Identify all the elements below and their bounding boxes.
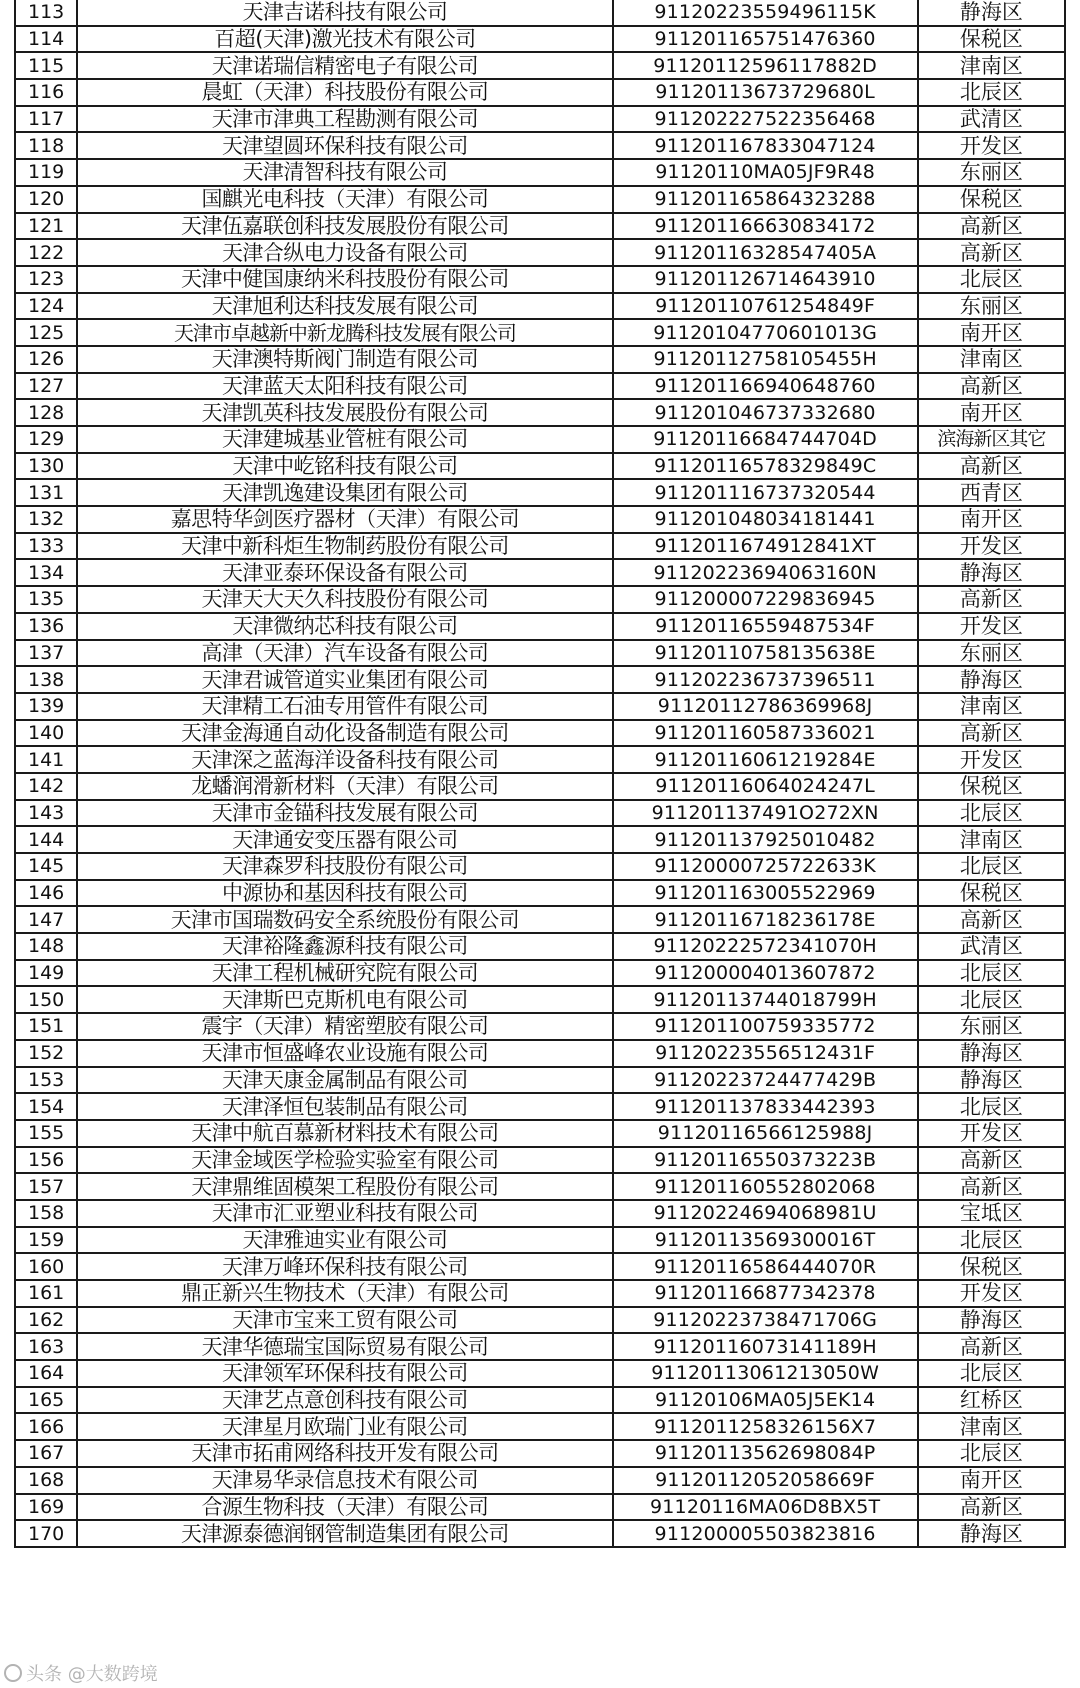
credit-code-cell: 91120116073141189H (613, 1333, 918, 1360)
credit-code-cell: 911200004013607872 (613, 960, 918, 987)
company-name-cell: 百超(天津)激光技术有限公司 (77, 26, 612, 53)
row-number-cell: 155 (15, 1120, 77, 1147)
company-name-cell: 天津星月欧瑞门业有限公司 (77, 1413, 612, 1440)
district-cell: 滨海新区其它 (918, 426, 1065, 453)
row-number-cell: 135 (15, 586, 77, 613)
company-name-cell: 天津诺瑞信精密电子有限公司 (77, 52, 612, 79)
district-cell: 高新区 (918, 1494, 1065, 1521)
district-cell: 北辰区 (918, 79, 1065, 106)
credit-code-cell: 911201046737332680 (613, 399, 918, 426)
table-row (15, 1467, 1065, 1494)
table-row (15, 1520, 1065, 1547)
credit-code-cell: 91120112596117882D (613, 52, 918, 79)
row-number-cell: 168 (15, 1467, 77, 1494)
company-name-cell: 天津合纵电力设备有限公司 (77, 239, 612, 266)
table-row (15, 1333, 1065, 1360)
company-name-cell: 中源协和基因科技有限公司 (77, 880, 612, 907)
district-cell: 宝坻区 (918, 1200, 1065, 1227)
company-name-cell: 天津旭利达科技发展有限公司 (77, 293, 612, 320)
row-number-cell: 141 (15, 746, 77, 773)
row-number-cell: 134 (15, 559, 77, 586)
district-cell: 北辰区 (918, 853, 1065, 880)
company-name-cell: 天津君诚管道实业集团有限公司 (77, 666, 612, 693)
company-name-cell: 天津中航百慕新材料技术有限公司 (77, 1120, 612, 1147)
credit-code-cell: 91120112786369968J (613, 693, 918, 720)
company-name-cell: 天津望圆环保科技有限公司 (77, 132, 612, 159)
table-row (15, 399, 1065, 426)
table-row (15, 960, 1065, 987)
table-row (15, 1413, 1065, 1440)
row-number-cell: 138 (15, 666, 77, 693)
watermark-text: 头条 @大数跨境 (26, 1664, 158, 1685)
district-cell: 开发区 (918, 1120, 1065, 1147)
table-row (15, 1440, 1065, 1467)
district-cell: 保税区 (918, 773, 1065, 800)
row-number-cell: 170 (15, 1520, 77, 1547)
row-number-cell: 124 (15, 293, 77, 320)
table-row (15, 479, 1065, 506)
company-name-cell: 天津市宝来工贸有限公司 (77, 1307, 612, 1334)
district-cell: 高新区 (918, 1147, 1065, 1174)
company-name-cell: 天津通安变压器有限公司 (77, 826, 612, 853)
credit-code-cell: 91120116578329849C (613, 453, 918, 480)
row-number-cell: 122 (15, 239, 77, 266)
table-row (15, 159, 1065, 186)
district-cell: 南开区 (918, 1467, 1065, 1494)
table-row (15, 213, 1065, 240)
credit-code-cell: 911201126714643910 (613, 266, 918, 293)
company-name-cell: 震宇（天津）精密塑胶有限公司 (77, 1013, 612, 1040)
row-number-cell: 158 (15, 1200, 77, 1227)
table-row (15, 826, 1065, 853)
row-number-cell: 143 (15, 800, 77, 827)
table-row (15, 1360, 1065, 1387)
district-cell: 开发区 (918, 613, 1065, 640)
credit-code-cell: 91120000725722633K (613, 853, 918, 880)
row-number-cell: 151 (15, 1013, 77, 1040)
credit-code-cell: 911201137491O272XN (613, 800, 918, 827)
credit-code-cell: 91120223724477429B (613, 1067, 918, 1094)
company-name-cell: 天津华德瑞宝国际贸易有限公司 (77, 1333, 612, 1360)
credit-code-cell: 911202227522356468 (613, 106, 918, 133)
company-name-cell: 天津工程机械研究院有限公司 (77, 960, 612, 987)
credit-code-cell: 91120113061213050W (613, 1360, 918, 1387)
table-row (15, 1280, 1065, 1307)
district-cell: 南开区 (918, 399, 1065, 426)
credit-code-cell: 911201116737320544 (613, 479, 918, 506)
row-number-cell: 162 (15, 1307, 77, 1334)
district-cell: 开发区 (918, 1280, 1065, 1307)
company-name-cell: 天津市恒盛峰农业设施有限公司 (77, 1040, 612, 1067)
company-name-cell: 天津泽恒包装制品有限公司 (77, 1093, 612, 1120)
table-row (15, 693, 1065, 720)
company-name-cell: 天津市拓甫网络科技开发有限公司 (77, 1440, 612, 1467)
district-cell: 津南区 (918, 826, 1065, 853)
table-row (15, 853, 1065, 880)
district-cell: 北辰区 (918, 986, 1065, 1013)
row-number-cell: 142 (15, 773, 77, 800)
credit-code-cell: 91120104770601013G (613, 319, 918, 346)
credit-code-cell: 911201165751476360 (613, 26, 918, 53)
company-name-cell: 天津市金锚科技发展有限公司 (77, 800, 612, 827)
district-cell: 东丽区 (918, 1013, 1065, 1040)
row-number-cell: 117 (15, 106, 77, 133)
table-row (15, 1200, 1065, 1227)
table-row (15, 746, 1065, 773)
credit-code-cell: 91120113562698084P (613, 1440, 918, 1467)
credit-code-cell: 911201137833442393 (613, 1093, 918, 1120)
row-number-cell: 132 (15, 506, 77, 533)
table-row (15, 613, 1065, 640)
row-number-cell: 140 (15, 720, 77, 747)
row-number-cell: 164 (15, 1360, 77, 1387)
district-cell: 武清区 (918, 106, 1065, 133)
district-cell: 开发区 (918, 533, 1065, 560)
credit-code-cell: 911202236737396511 (613, 666, 918, 693)
credit-code-cell: 91120116718236178E (613, 906, 918, 933)
credit-code-cell: 91120113673729680L (613, 79, 918, 106)
company-name-cell: 天津易华录信息技术有限公司 (77, 1467, 612, 1494)
watermark-logo-icon (4, 1664, 22, 1682)
table-row (15, 186, 1065, 213)
table-row (15, 1173, 1065, 1200)
row-number-cell: 123 (15, 266, 77, 293)
district-cell: 高新区 (918, 586, 1065, 613)
credit-code-cell: 91120110758135638E (613, 640, 918, 667)
table-row (15, 1013, 1065, 1040)
row-number-cell: 157 (15, 1173, 77, 1200)
district-cell: 津南区 (918, 346, 1065, 373)
company-name-cell: 天津亚泰环保设备有限公司 (77, 559, 612, 586)
row-number-cell: 118 (15, 132, 77, 159)
company-name-cell: 天津天大天久科技股份有限公司 (77, 586, 612, 613)
district-cell: 津南区 (918, 1413, 1065, 1440)
row-number-cell: 133 (15, 533, 77, 560)
row-number-cell: 144 (15, 826, 77, 853)
credit-code-cell: 9112011258326156X7 (613, 1413, 918, 1440)
district-cell: 静海区 (918, 1307, 1065, 1334)
district-cell: 高新区 (918, 239, 1065, 266)
district-cell: 武清区 (918, 933, 1065, 960)
company-name-cell: 天津市津典工程勘测有限公司 (77, 106, 612, 133)
credit-code-cell: 91120116MA06D8BX5T (613, 1494, 918, 1521)
credit-code-cell: 91120223556512431F (613, 1040, 918, 1067)
district-cell: 高新区 (918, 720, 1065, 747)
row-number-cell: 148 (15, 933, 77, 960)
table-row (15, 1067, 1065, 1094)
credit-code-cell: 91120222572341070H (613, 933, 918, 960)
company-name-cell: 天津微纳芯科技有限公司 (77, 613, 612, 640)
company-name-cell: 龙蟠润滑新材料（天津）有限公司 (77, 773, 612, 800)
credit-code-cell: 911201048034181441 (613, 506, 918, 533)
table-row (15, 1307, 1065, 1334)
district-cell: 静海区 (918, 0, 1065, 26)
district-cell: 红桥区 (918, 1387, 1065, 1414)
table-row (15, 346, 1065, 373)
district-cell: 高新区 (918, 373, 1065, 400)
company-name-cell: 天津精工石油专用管件有限公司 (77, 693, 612, 720)
credit-code-cell: 91120116559487534F (613, 613, 918, 640)
row-number-cell: 167 (15, 1440, 77, 1467)
row-number-cell: 137 (15, 640, 77, 667)
credit-code-cell: 911201160552802068 (613, 1173, 918, 1200)
credit-code-cell: 91120116550373223B (613, 1147, 918, 1174)
row-number-cell: 125 (15, 319, 77, 346)
row-number-cell: 145 (15, 853, 77, 880)
row-number-cell: 130 (15, 453, 77, 480)
row-number-cell: 153 (15, 1067, 77, 1094)
company-name-cell: 鼎正新兴生物技术（天津）有限公司 (77, 1280, 612, 1307)
table-row (15, 106, 1065, 133)
credit-code-cell: 911200005503823816 (613, 1520, 918, 1547)
table-row (15, 800, 1065, 827)
table-row (15, 1227, 1065, 1254)
company-name-cell: 天津金域医学检验实验室有限公司 (77, 1147, 612, 1174)
row-number-cell: 126 (15, 346, 77, 373)
district-cell: 保税区 (918, 186, 1065, 213)
district-cell: 保税区 (918, 26, 1065, 53)
row-number-cell: 166 (15, 1413, 77, 1440)
district-cell: 静海区 (918, 1067, 1065, 1094)
row-number-cell: 163 (15, 1333, 77, 1360)
table-row (15, 132, 1065, 159)
company-name-cell: 天津万峰环保科技有限公司 (77, 1253, 612, 1280)
credit-code-cell: 91120223559496115K (613, 0, 918, 26)
district-cell: 静海区 (918, 666, 1065, 693)
table-row (15, 1147, 1065, 1174)
district-cell: 高新区 (918, 213, 1065, 240)
credit-code-cell: 9112011674912841XT (613, 533, 918, 560)
company-name-cell: 合源生物科技（天津）有限公司 (77, 1494, 612, 1521)
district-cell: 东丽区 (918, 159, 1065, 186)
credit-code-cell: 91120116328547405A (613, 239, 918, 266)
company-name-cell: 天津鼎维固模架工程股份有限公司 (77, 1173, 612, 1200)
row-number-cell: 113 (15, 0, 77, 26)
table-row (15, 319, 1065, 346)
table-row (15, 52, 1065, 79)
company-name-cell: 晨虹（天津）科技股份有限公司 (77, 79, 612, 106)
company-name-cell: 天津凯逸建设集团有限公司 (77, 479, 612, 506)
row-number-cell: 156 (15, 1147, 77, 1174)
row-number-cell: 147 (15, 906, 77, 933)
company-name-cell: 天津伍嘉联创科技发展股份有限公司 (77, 213, 612, 240)
district-cell: 高新区 (918, 1333, 1065, 1360)
credit-code-cell: 91120223738471706G (613, 1307, 918, 1334)
row-number-cell: 161 (15, 1280, 77, 1307)
district-cell: 北辰区 (918, 960, 1065, 987)
credit-code-cell: 91120110MA05JF9R48 (613, 159, 918, 186)
company-name-cell: 天津艺点意创科技有限公司 (77, 1387, 612, 1414)
credit-code-cell: 91120112052058669F (613, 1467, 918, 1494)
company-name-cell: 天津清智科技有限公司 (77, 159, 612, 186)
company-name-cell: 天津天康金属制品有限公司 (77, 1067, 612, 1094)
table-row (15, 1093, 1065, 1120)
credit-code-cell: 911201137925010482 (613, 826, 918, 853)
credit-code-cell: 91120113744018799H (613, 986, 918, 1013)
company-name-cell: 嘉思特华剑医疗器材（天津）有限公司 (77, 506, 612, 533)
district-cell: 西青区 (918, 479, 1065, 506)
credit-code-cell: 91120116061219284E (613, 746, 918, 773)
table-row (15, 0, 1065, 26)
district-cell: 南开区 (918, 506, 1065, 533)
row-number-cell: 160 (15, 1253, 77, 1280)
district-cell: 静海区 (918, 1520, 1065, 1547)
table-row (15, 559, 1065, 586)
table-row (15, 1040, 1065, 1067)
table-row (15, 1387, 1065, 1414)
company-name-cell: 天津斯巴克斯机电有限公司 (77, 986, 612, 1013)
company-name-cell: 天津深之蓝海洋设备科技有限公司 (77, 746, 612, 773)
row-number-cell: 165 (15, 1387, 77, 1414)
district-cell: 高新区 (918, 906, 1065, 933)
table-row (15, 506, 1065, 533)
table-row (15, 773, 1065, 800)
credit-code-cell: 911201167833047124 (613, 132, 918, 159)
credit-code-cell: 91120116586444070R (613, 1253, 918, 1280)
credit-code-cell: 911201166940648760 (613, 373, 918, 400)
row-number-cell: 121 (15, 213, 77, 240)
table-row (15, 933, 1065, 960)
row-number-cell: 152 (15, 1040, 77, 1067)
district-cell: 东丽区 (918, 293, 1065, 320)
company-name-cell: 天津蓝天太阳科技有限公司 (77, 373, 612, 400)
district-cell: 东丽区 (918, 640, 1065, 667)
district-cell: 开发区 (918, 746, 1065, 773)
credit-code-cell: 911201100759335772 (613, 1013, 918, 1040)
company-name-cell: 国麒光电科技（天津）有限公司 (77, 186, 612, 213)
company-name-cell: 天津中新科炬生物制药股份有限公司 (77, 533, 612, 560)
credit-code-cell: 91120113569300016T (613, 1227, 918, 1254)
company-name-cell: 天津雅迪实业有限公司 (77, 1227, 612, 1254)
table-row (15, 266, 1065, 293)
company-name-cell: 天津中屹铭科技有限公司 (77, 453, 612, 480)
row-number-cell: 127 (15, 373, 77, 400)
table-row (15, 373, 1065, 400)
row-number-cell: 149 (15, 960, 77, 987)
table-row (15, 720, 1065, 747)
company-name-cell: 天津市卓越新中新龙腾科技发展有限公司 (77, 319, 612, 346)
row-number-cell: 129 (15, 426, 77, 453)
credit-code-cell: 911201165864323288 (613, 186, 918, 213)
district-cell: 静海区 (918, 559, 1065, 586)
district-cell: 北辰区 (918, 800, 1065, 827)
company-name-cell: 天津源泰德润钢管制造集团有限公司 (77, 1520, 612, 1547)
company-name-cell: 天津吉诺科技有限公司 (77, 0, 612, 26)
table-row (15, 426, 1065, 453)
table-row (15, 26, 1065, 53)
table-row (15, 453, 1065, 480)
row-number-cell: 154 (15, 1093, 77, 1120)
district-cell: 北辰区 (918, 266, 1065, 293)
credit-code-cell: 91120224694068981U (613, 1200, 918, 1227)
credit-code-cell: 91120116684744704D (613, 426, 918, 453)
credit-code-cell: 91120110761254849F (613, 293, 918, 320)
district-cell: 保税区 (918, 1253, 1065, 1280)
company-name-cell: 天津森罗科技股份有限公司 (77, 853, 612, 880)
row-number-cell: 146 (15, 880, 77, 907)
table-row (15, 640, 1065, 667)
district-cell: 北辰区 (918, 1440, 1065, 1467)
row-number-cell: 115 (15, 52, 77, 79)
company-name-cell: 天津澳特斯阀门制造有限公司 (77, 346, 612, 373)
company-name-cell: 天津市国瑞数码安全系统股份有限公司 (77, 906, 612, 933)
credit-code-cell: 911200007229836945 (613, 586, 918, 613)
district-cell: 北辰区 (918, 1227, 1065, 1254)
district-cell: 高新区 (918, 453, 1065, 480)
district-cell: 开发区 (918, 132, 1065, 159)
watermark (4, 1660, 158, 1686)
credit-code-cell: 911201166630834172 (613, 213, 918, 240)
company-name-cell: 天津领军环保科技有限公司 (77, 1360, 612, 1387)
district-cell: 南开区 (918, 319, 1065, 346)
table-row (15, 533, 1065, 560)
table-row (15, 880, 1065, 907)
row-number-cell: 116 (15, 79, 77, 106)
table-row (15, 1120, 1065, 1147)
credit-code-cell: 91120116566125988J (613, 1120, 918, 1147)
district-cell: 静海区 (918, 1040, 1065, 1067)
district-cell: 保税区 (918, 880, 1065, 907)
row-number-cell: 169 (15, 1494, 77, 1521)
district-cell: 津南区 (918, 693, 1065, 720)
row-number-cell: 159 (15, 1227, 77, 1254)
row-number-cell: 139 (15, 693, 77, 720)
district-cell: 津南区 (918, 52, 1065, 79)
credit-code-cell: 911201166877342378 (613, 1280, 918, 1307)
table-row (15, 1253, 1065, 1280)
company-name-cell: 天津裕隆鑫源科技有限公司 (77, 933, 612, 960)
row-number-cell: 150 (15, 986, 77, 1013)
table-row (15, 906, 1065, 933)
credit-code-cell: 91120106MA05J5EK14 (613, 1387, 918, 1414)
company-name-cell: 天津市汇亚塑业科技有限公司 (77, 1200, 612, 1227)
table-row (15, 79, 1065, 106)
company-name-cell: 天津凯英科技发展股份有限公司 (77, 399, 612, 426)
district-cell: 北辰区 (918, 1360, 1065, 1387)
company-name-cell: 高津（天津）汽车设备有限公司 (77, 640, 612, 667)
row-number-cell: 114 (15, 26, 77, 53)
row-number-cell: 120 (15, 186, 77, 213)
row-number-cell: 136 (15, 613, 77, 640)
table-row (15, 1494, 1065, 1521)
table-row (15, 239, 1065, 266)
district-cell: 高新区 (918, 1173, 1065, 1200)
table-row (15, 986, 1065, 1013)
table-row (15, 666, 1065, 693)
credit-code-cell: 911201160587336021 (613, 720, 918, 747)
credit-code-cell: 91120112758105455H (613, 346, 918, 373)
company-table (14, 0, 1066, 1548)
table-row (15, 586, 1065, 613)
row-number-cell: 128 (15, 399, 77, 426)
district-cell: 北辰区 (918, 1093, 1065, 1120)
credit-code-cell: 91120223694063160N (613, 559, 918, 586)
company-name-cell: 天津建城基业管桩有限公司 (77, 426, 612, 453)
credit-code-cell: 911201163005522969 (613, 880, 918, 907)
row-number-cell: 119 (15, 159, 77, 186)
credit-code-cell: 91120116064024247L (613, 773, 918, 800)
company-name-cell: 天津金海通自动化设备制造有限公司 (77, 720, 612, 747)
row-number-cell: 131 (15, 479, 77, 506)
table-row (15, 293, 1065, 320)
company-name-cell: 天津中健国康纳米科技股份有限公司 (77, 266, 612, 293)
